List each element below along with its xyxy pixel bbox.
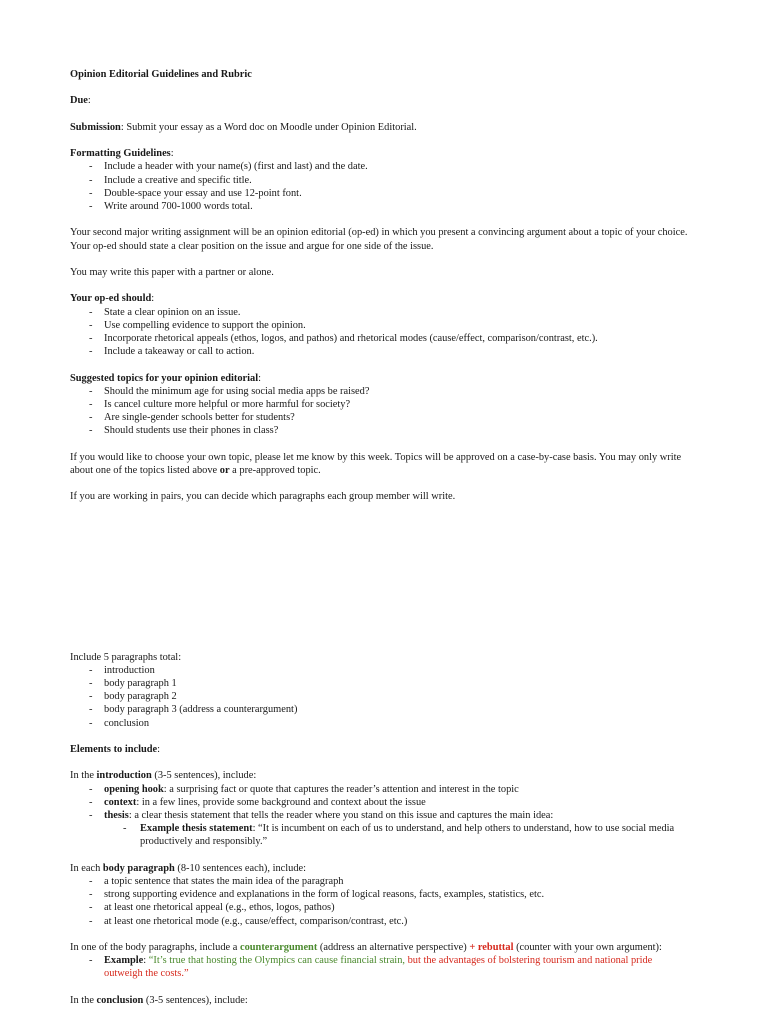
op-ed-heading: Your op-ed should: [70, 293, 155, 305]
list-item: - conclusion [70, 717, 690, 730]
pairs-paragraph: If you are working in pairs, you can decide which paragraphs each group member will write. [70, 491, 456, 503]
list-item: - context: in a few lines, provide some background and context about the issue [70, 796, 690, 809]
body-section-heading: In each body paragraph (8-10 sentences each), include: [70, 862, 307, 874]
topics-list [70, 385, 690, 438]
submission-line [70, 121, 690, 134]
list-item: - Include a takeaway or call to action. [70, 345, 690, 358]
due-line: Due: [70, 95, 91, 107]
list-item: - State a clear opinion on an issue. [70, 306, 690, 319]
partner-paragraph: You may write this paper with a partner or alone. [70, 266, 274, 278]
counterargument-label: counterargument [239, 941, 318, 953]
list-item: - Example thesis statement: “It is incumbent on each of us to understand, and help others to understand, how to use social media productively and responsibly.” [104, 822, 690, 848]
formatting-heading: Formatting Guidelines: [70, 148, 174, 160]
list-item: - Incorporate rhetorical appeals (ethos, logos, and pathos) and rhetorical modes (cause/effect, comparison/contrast, etc.). [70, 332, 690, 345]
list-item: - Are single-gender schools better for students? [70, 411, 690, 424]
list-item: - Write around 700-1000 words total. [70, 200, 690, 213]
list-item: - a topic sentence that states the main idea of the paragraph [70, 875, 690, 888]
blank-space [70, 504, 690, 651]
rebuttal-label: rebuttal [477, 941, 514, 953]
list-item: - Should students use their phones in class? [70, 424, 690, 437]
body-list [70, 875, 690, 928]
introduction-list [70, 783, 690, 849]
list-item: - Include a creative and specific title. [70, 174, 690, 187]
list-item: - opening hook: a surprising fact or quote that captures the reader’s attention and interest in the topic [70, 783, 690, 796]
elements-heading: Elements to include: [70, 743, 161, 755]
list-item: - introduction [70, 664, 690, 677]
counter-section-heading: In one of the body paragraphs, include a counterargument (address an alternative perspective) + rebuttal (counter with your own argument): [70, 941, 662, 953]
thesis-example-list [104, 822, 690, 848]
list-item: - body paragraph 2 [70, 690, 690, 703]
due-label: Due [70, 95, 88, 107]
paragraphs-intro: Include 5 paragraphs total: [70, 651, 182, 663]
document-body [70, 68, 690, 1007]
submission-label: Submission [70, 121, 121, 133]
formatting-list [70, 160, 690, 213]
introduction-section-heading: In the introduction (3-5 sentences), include: [70, 770, 257, 782]
paragraphs-list [70, 664, 690, 730]
topics-heading: Suggested topics for your opinion editorial: [70, 372, 261, 384]
op-ed-list [70, 306, 690, 359]
own-topic-paragraph: If you would like to choose your own topic, please let me know by this week. Topics will be approved on a case-by-case basis. You may only write about one of the topics listed above or a pre-approved topic. [70, 451, 682, 476]
submission-text: : Submit your essay as a Word doc on Moodle under Opinion Editorial. [120, 121, 417, 133]
conclusion-section-heading: In the conclusion (3-5 sentences), include: [70, 994, 248, 1006]
list-item: - Include a header with your name(s) (first and last) and the date. [70, 160, 690, 173]
list-item: - body paragraph 3 (address a counterargument) [70, 703, 690, 716]
list-item: - at least one rhetorical appeal (e.g., ethos, logos, pathos) [70, 901, 690, 914]
list-item: - Example: “It’s true that hosting the Olympics can cause financial strain, but the advantages of bolstering tourism and national pride outweigh the costs.” [70, 954, 690, 980]
list-item: - Use compelling evidence to support the opinion. [70, 319, 690, 332]
counter-example-list [70, 954, 690, 980]
list-item: - Should the minimum age for using social media apps be raised? [70, 385, 690, 398]
list-item: - strong supporting evidence and explanations in the form of logical reasons, facts, examples, statistics, etc. [70, 888, 690, 901]
intro-paragraph: Your second major writing assignment will be an opinion editorial (op-ed) in which you present a convincing argument about a topic of your choice. Your op-ed should state a clear position on the issue and argue for one side of the issue. [70, 227, 688, 252]
list-item: - Double-space your essay and use 12-point font. [70, 187, 690, 200]
list-item: - at least one rhetorical mode (e.g., cause/effect, comparison/contrast, etc.) [70, 915, 690, 928]
document-title: Opinion Editorial Guidelines and Rubric [70, 69, 252, 80]
list-item: - Is cancel culture more helpful or more harmful for society? [70, 398, 690, 411]
list-item: - body paragraph 1 [70, 677, 690, 690]
list-item: - thesis: a clear thesis statement that tells the reader where you stand on this issue and captures the main idea: - Example thesis statement: “It is incumbent on each of us to understand, and help others to understand, how to use social media productively and responsibly.” [70, 809, 690, 849]
